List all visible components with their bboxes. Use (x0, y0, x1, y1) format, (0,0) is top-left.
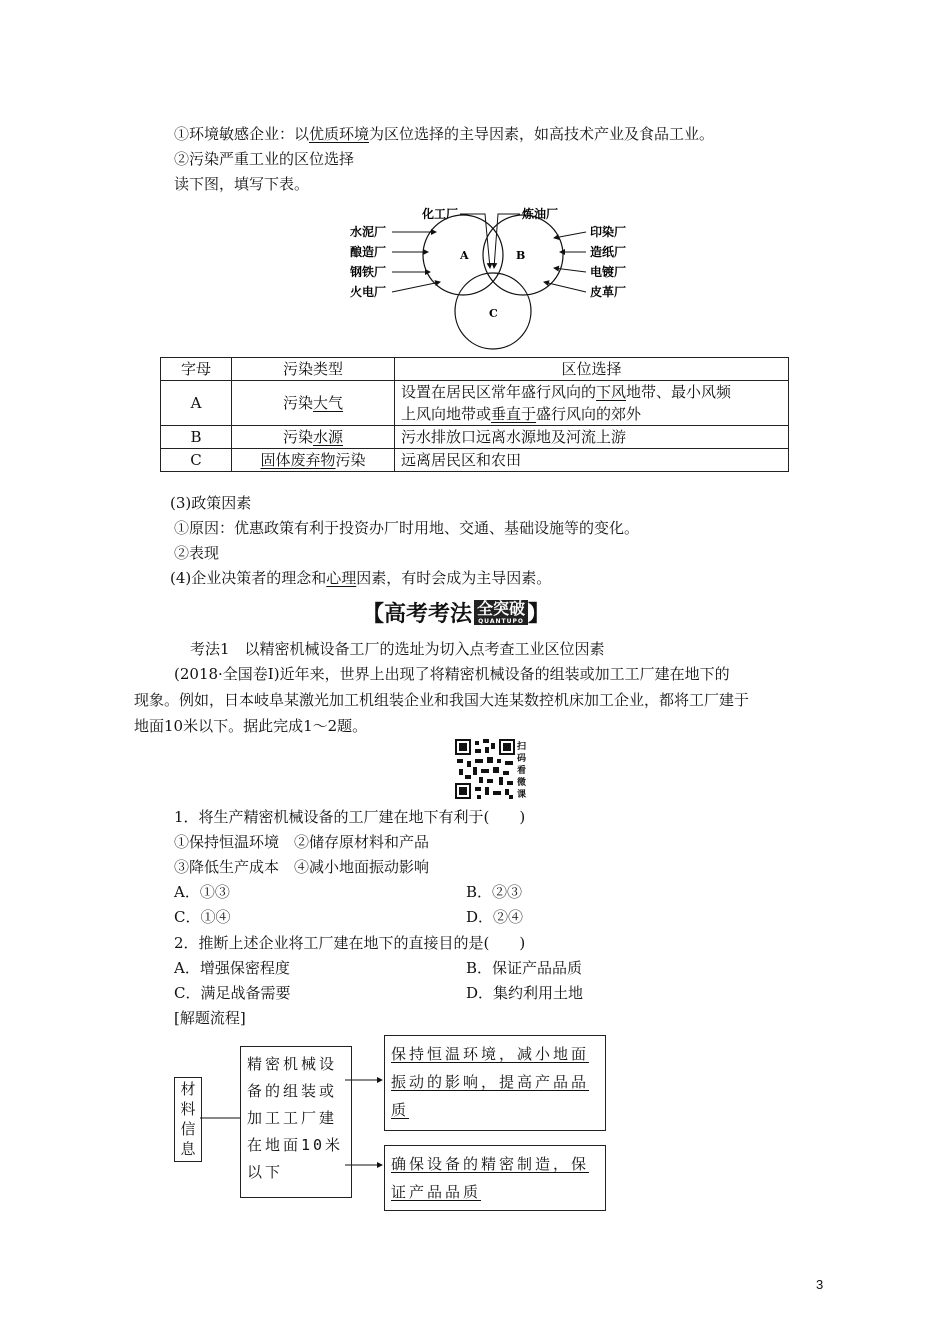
q1-choice-c[interactable]: C．①④ (174, 908, 231, 926)
policy-line-2: ①原因：优惠政策有利于投资办厂时用地、交通、基础设施等的变化。 (174, 519, 640, 537)
section-banner (362, 596, 550, 628)
method-p2: 现象。例如，日本岐阜某激光加工机组装企业和我国大连某数控机床加工企业，都将工厂建于 (134, 691, 750, 709)
table-row (161, 381, 789, 426)
flow-title: [解题流程] (174, 1009, 246, 1027)
label-plating: 电镀厂 (590, 265, 627, 279)
label-b: B (516, 249, 526, 262)
cell-location: 污水排放口远离水源地及河流上游 (395, 426, 789, 449)
table-row (161, 449, 789, 472)
label-dye: 印染厂 (590, 225, 627, 239)
cell-type: 污染大气 (232, 381, 395, 426)
flow-info-box: 精密机械设 备的组装或 加工工厂建 在地面10米 以下 (240, 1046, 352, 1198)
label-paper: 造纸厂 (590, 245, 627, 259)
table-header-row (161, 358, 789, 381)
header-letter: 字母 (161, 358, 232, 381)
flow-result-2: 确保设备的精密制造，保 证产品品质 (384, 1145, 606, 1211)
q1-choice-d[interactable]: D．②④ (466, 908, 524, 926)
q2-choice-a[interactable]: A．增强保密程度 (174, 959, 290, 977)
label-c: C (489, 307, 498, 320)
policy-line-4: (4)企业决策者的理念和心理因素，有时会成为主导因素。 (170, 569, 552, 587)
label-chemical: 化工厂 (422, 207, 459, 221)
label-cement: 水泥厂 (350, 225, 387, 239)
q1-options-2: ③降低生产成本 ④减小地面振动影响 (174, 858, 430, 876)
pollution-table (160, 357, 789, 472)
label-refinery: 炼油厂 (522, 207, 559, 221)
header-type: 污染类型 (232, 358, 395, 381)
banner-right-bracket: 】 (528, 601, 551, 627)
intro-line-3: 读下图，填写下表。 (174, 175, 310, 193)
label-leather: 皮革厂 (590, 285, 627, 299)
cell-letter: A (161, 381, 232, 426)
intro-line-2: ②污染严重工业的区位选择 (174, 150, 355, 168)
flow-source-box: 材料信息 (174, 1077, 202, 1162)
policy-line-1: (3)政策因素 (170, 494, 252, 512)
q1-options-1: ①保持恒温环境 ②储存原材料和产品 (174, 833, 430, 851)
banner-badge: 全突破 QUANTUPO (474, 600, 528, 625)
q2-choice-b[interactable]: B．保证产品品质 (466, 959, 583, 977)
q1-choice-b[interactable]: B．②③ (466, 883, 523, 901)
policy-line-3: ②表现 (174, 544, 220, 562)
q2-choice-c[interactable]: C．满足战备需要 (174, 984, 291, 1002)
cell-letter: C (161, 449, 232, 472)
method-p1: (2018·全国卷Ⅰ)近年来，世界上出现了将精密机械设备的组装或加工工厂建在地下的 (174, 665, 730, 683)
header-location: 区位选择 (395, 358, 789, 381)
table-row (161, 426, 789, 449)
cell-type: 固体废弃物污染 (232, 449, 395, 472)
cell-location: 设置在居民区常年盛行风向的下风地带、最小风频 上风向地带或垂直于盛行风向的郊外 (395, 381, 789, 426)
banner-left-bracket: 【 (362, 601, 385, 627)
page-number: 3 (816, 1277, 824, 1292)
flow-result-1: 保持恒温环境，减小地面 振动的影响，提高产品品 质 (384, 1035, 606, 1131)
pollution-venn-diagram (340, 200, 640, 350)
q2-choice-d[interactable]: D．集约利用土地 (466, 984, 584, 1002)
label-brewery: 酿造厂 (350, 245, 387, 259)
q1-choice-a[interactable]: A．①③ (174, 883, 230, 901)
method-title: 考法1 以精密机械设备工厂的选址为切入点考查工业区位因素 (190, 640, 605, 658)
intro-line-1: ①环境敏感企业：以优质环境为区位选择的主导因素，如高技术产业及食品工业。 (174, 125, 715, 143)
banner-title: 高考考法 (384, 601, 473, 627)
method-p3: 地面10米以下。据此完成1～2题。 (134, 717, 368, 735)
qr-caption: 扫 码 看 微 课 (517, 742, 527, 800)
cell-location: 远离居民区和农田 (395, 449, 789, 472)
label-power: 火电厂 (350, 285, 387, 299)
q1-stem: 1．将生产精密机械设备的工厂建在地下有利于( ) (174, 808, 526, 826)
cell-type: 污染水源 (232, 426, 395, 449)
qr-code-image[interactable] (455, 739, 515, 799)
label-steel: 钢铁厂 (350, 265, 387, 279)
q2-stem: 2．推断上述企业将工厂建在地下的直接目的是( ) (174, 934, 526, 952)
cell-letter: B (161, 426, 232, 449)
label-a: A (460, 249, 469, 262)
